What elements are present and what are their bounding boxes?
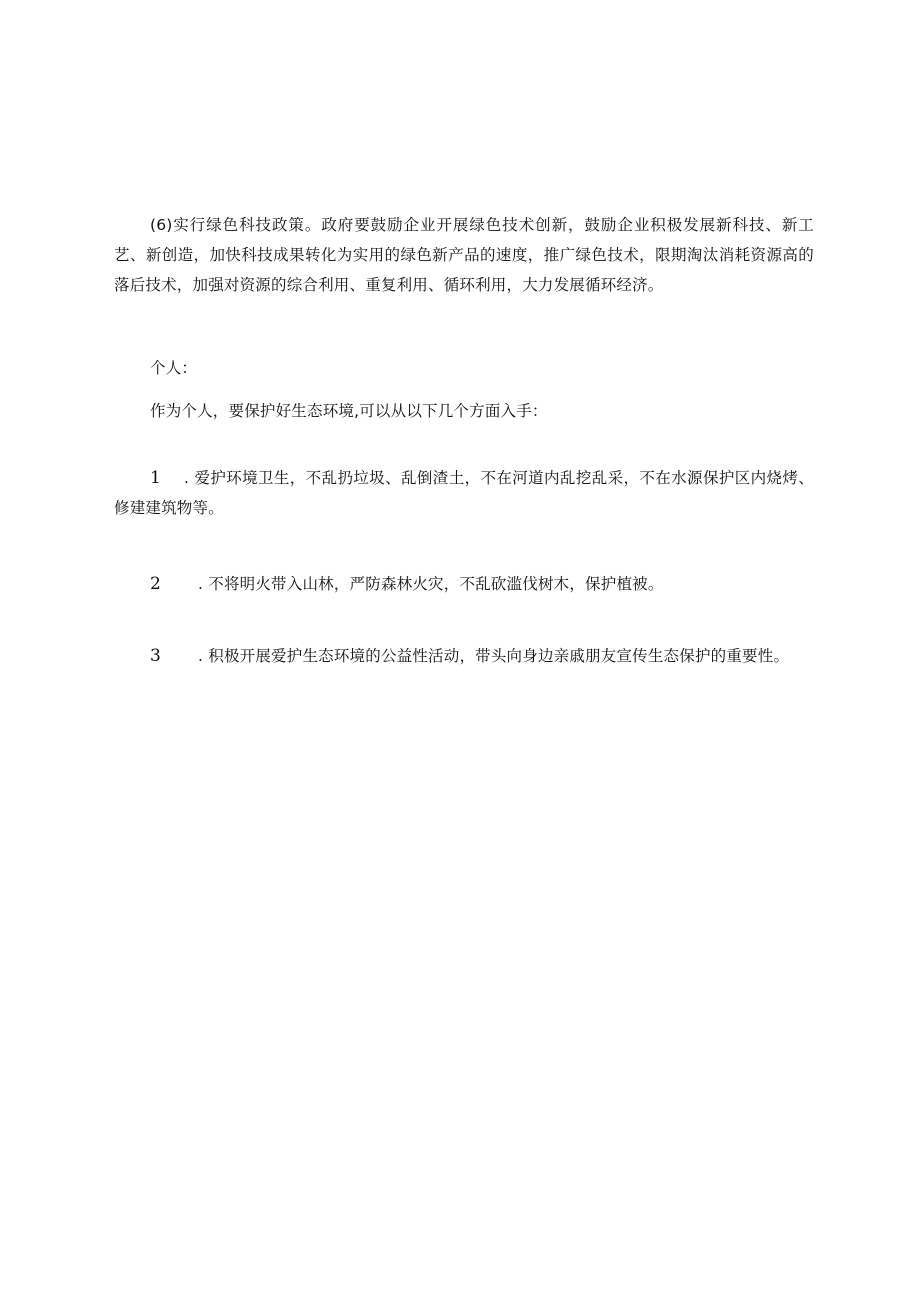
- list-number: 1: [150, 468, 162, 488]
- list-item-text: . 爱护环境卫生，不乱扔垃圾、乱倒渣土，不在河道内乱挖乱采，不在水源保护区内烧烤、修建建筑物等。: [114, 469, 814, 517]
- list-item-2: [114, 569, 814, 599]
- list-number: 3: [150, 646, 162, 666]
- paragraph-green-tech-policy: (6)实行绿色科技政策。政府要鼓励企业开展绿色技术创新，鼓励企业积极发展新科技、新工艺、新创造，加快科技成果转化为实用的绿色新产品的速度，推广绿色技术，限期淘汰消耗资源高的落后技术，加强对资源的综合利用、重复利用、循环利用，大力发展循环经济。: [114, 216, 814, 294]
- list-item-3: [114, 641, 814, 671]
- list-item-text: . 积极开展爱护生态环境的公益性活动，带头向身边亲戚朋友宣传生态保护的重要性。: [198, 647, 790, 665]
- section-heading-individual: 个人：: [150, 359, 198, 377]
- paragraph-intro: 作为个人，要保护好生态环境,可以从以下几个方面入手：: [150, 402, 548, 420]
- list-item-text: . 不将明火带入山林，严防森林火灾，不乱砍滥伐树木，保护植被。: [198, 575, 664, 593]
- list-item-1: [114, 463, 814, 523]
- list-number: 2: [150, 574, 162, 594]
